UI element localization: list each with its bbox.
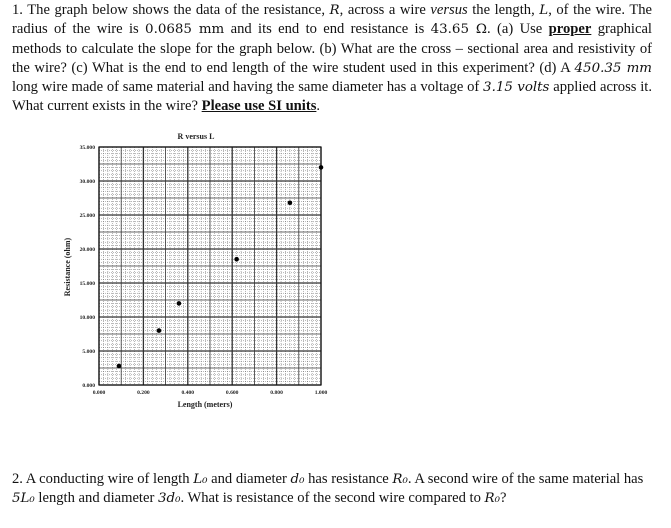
x-tick-label: 0.000 xyxy=(92,390,106,396)
y-tick-label: 30.000 xyxy=(79,179,95,185)
length-d-value: 450.35 mm xyxy=(574,60,652,76)
y-axis-label: Resistance (ohm) xyxy=(63,237,72,297)
var-L: L xyxy=(539,3,549,18)
radius-value: 0.0685 mm xyxy=(145,22,225,38)
voltage-value: 3.15 volts xyxy=(483,80,550,96)
y-tick-label: 10.000 xyxy=(79,315,95,321)
y-tick-label: 20.000 xyxy=(79,247,95,253)
y-tick-label: 25.000 xyxy=(79,213,95,219)
x-tick-label: 0.400 xyxy=(181,390,195,396)
x-tick-label: 0.800 xyxy=(270,390,283,396)
resistance-value: 43.65 Ω xyxy=(430,22,488,38)
chart-title: R versus L xyxy=(177,132,215,141)
var-5L0: 5L₀ xyxy=(12,491,35,507)
data-point xyxy=(234,257,239,262)
y-tick-label: 5.000 xyxy=(82,349,95,355)
data-point xyxy=(177,301,182,306)
x-tick-label: 0.200 xyxy=(137,390,150,396)
data-point xyxy=(157,328,162,333)
proper-emphasis: proper xyxy=(548,21,592,38)
y-tick-label: 35.000 xyxy=(79,145,95,151)
var-R0-b: R₀ xyxy=(484,491,500,507)
question-1-text: 1. The graph below shows the data of the resistance, R, across a wire versus the length, L, of the wire. The radius of the wire is 0.0685 mm and its end to end resistance is 43.65 Ω. (a) Use proper graphical methods to calculate the slope for the graph below. (b) What are the cross – sectional area and resistivity of the wire? (c) What is the end to end length of the wire student used in this experiment? (d) A 450.35 mm long wire made of same material and having the same diameter has a voltage of 3.15 volts applied across it. What current exists in the wire? Please use SI units. xyxy=(12,2,653,115)
y-tick-label: 15.000 xyxy=(79,281,95,287)
x-tick-label: 1.000 xyxy=(314,390,328,396)
var-3d0: 3d₀ xyxy=(157,491,181,507)
x-tick-label: 0.600 xyxy=(225,390,239,396)
question-2-text: 2. A conducting wire of length L₀ and diameter d₀ has resistance R₀. A second wire of the same material has 5L₀ length and diameter 3d₀. What is resistance of the second wire compared to R₀? xyxy=(12,471,644,507)
si-units-emphasis: Please use SI units xyxy=(201,98,317,115)
y-tick-labels xyxy=(80,145,96,389)
var-L0: L₀ xyxy=(193,472,208,487)
versus-word: versus xyxy=(430,2,468,18)
var-d0: d₀ xyxy=(290,472,305,487)
x-axis-label: Length (meters) xyxy=(177,400,233,409)
chart-grid xyxy=(99,147,321,385)
var-R0: R₀ xyxy=(392,472,408,487)
y-tick-label: 0.000 xyxy=(82,383,95,389)
data-point xyxy=(117,364,122,369)
var-R: R xyxy=(329,3,340,18)
data-point xyxy=(319,165,324,170)
data-point xyxy=(288,200,293,205)
x-tick-labels xyxy=(93,390,328,396)
